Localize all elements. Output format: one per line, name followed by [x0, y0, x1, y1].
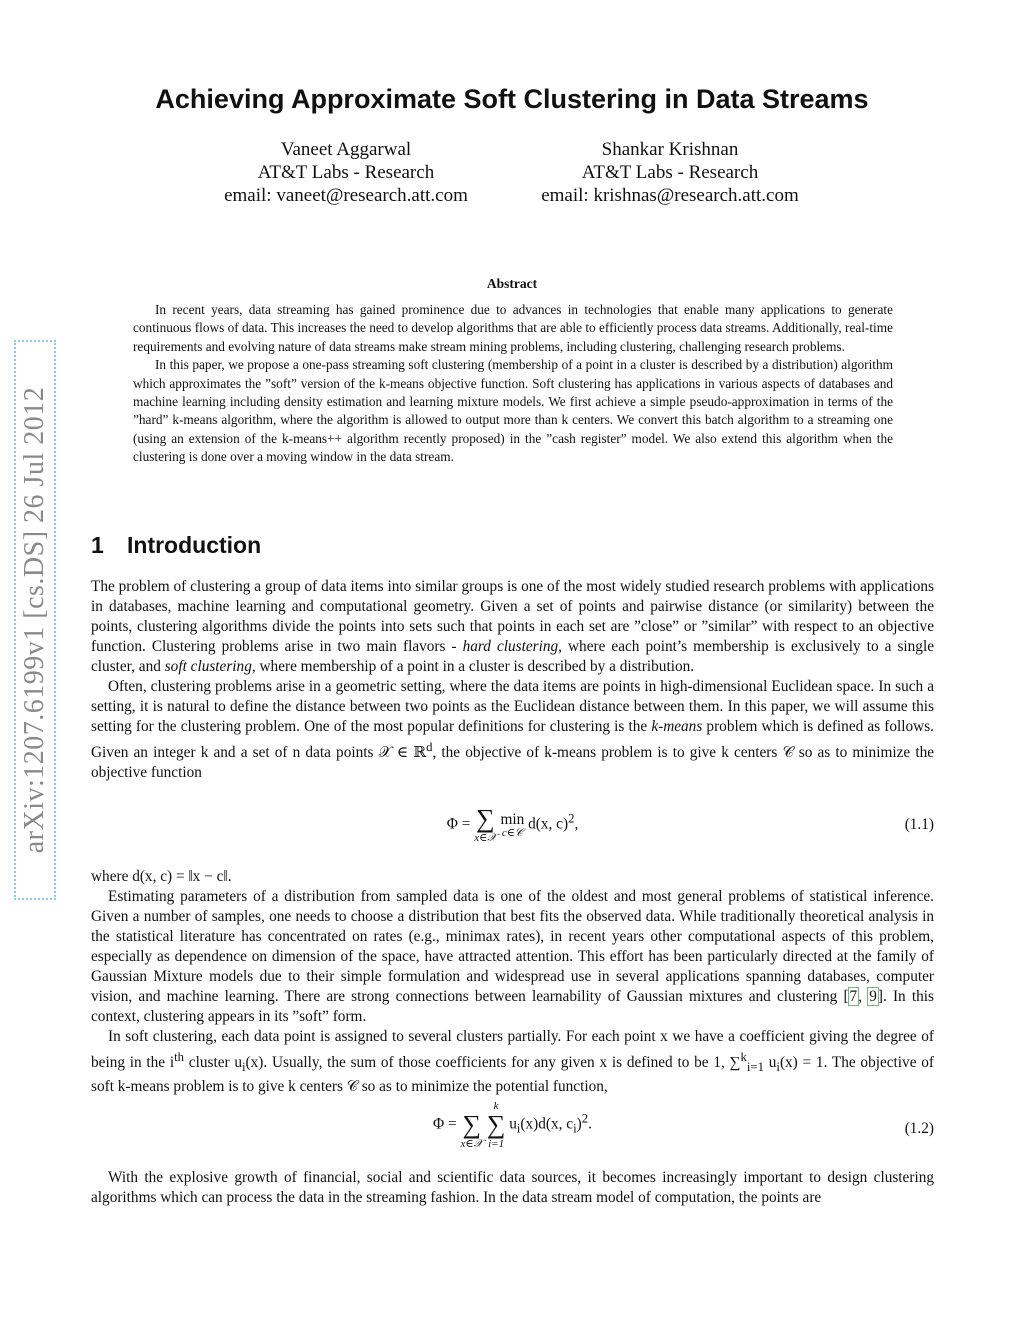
- sum-operator: [461, 1100, 484, 1150]
- eq-tail: ,: [574, 815, 579, 833]
- section-heading: [91, 532, 261, 559]
- text-run: , where each point’s membership is exclusively to a single cluster, and: [91, 638, 934, 675]
- subscript: i: [242, 1060, 246, 1075]
- paragraph: [91, 677, 934, 783]
- sum-lower-limit: x∈𝒳: [460, 1138, 484, 1150]
- equation-formula: [91, 806, 934, 844]
- eq-lhs: Φ =: [433, 1115, 457, 1133]
- citation-link[interactable]: 7: [849, 988, 858, 1005]
- eq-body: ): [576, 1115, 582, 1133]
- paragraph: [91, 887, 934, 1027]
- text-run: u: [763, 1054, 777, 1072]
- emphasis: k-means: [651, 718, 703, 735]
- author-affiliation: AT&T Labs - Research: [581, 162, 759, 183]
- eq-power: 2: [568, 811, 575, 826]
- sum-symbol: ∑: [476, 804, 495, 833]
- paragraph: With the explosive growth of financial, social and scientific data sources, it becomes increasingly important to design clustering algorithms which can process the data in the streaming fashion. In the data stream model of computation, the points are: [91, 1169, 934, 1206]
- sum-symbol: ∑: [462, 1110, 482, 1139]
- citation-link[interactable]: 9: [869, 988, 877, 1005]
- eq-body: u: [509, 1115, 517, 1133]
- text-run: The problem of clustering a group of data items into similar groups is one of the most widely studied research problems with applications in databases, machine learning and computational geometry. Given a set of points and pairwise distance (or similarity) between the points, clustering algorithms divide the points into sets such that points in each set are ”close” or ”similar” with respect to an objective function. Clustering problems arise in two main flavors -: [91, 578, 934, 655]
- author-block-2: [520, 138, 820, 207]
- text-run: Often, clustering problems arise in a geometric setting, where the data items are points in high-dimensional Euclidean space. In such a setting, it is natural to define the distance between two points as the Euclidean distance between them. In this paper, we will assume this setting for the clustering problem. One of the most popular definitions for clustering is the: [91, 678, 934, 735]
- text-run: Estimating parameters of a distribution from sampled data is one of the oldest and most general problems of statistical inference. Given a number of samples, one needs to choose a distribution that best fits the observed data. While traditionally theoretical analysis in the statistical literature has concentrated on rates (e.g., minimax rates), in recent years other computational aspects of this problem, especially as dependence on dimension of the space, have attracted attention. This effort has been particularly directed at the family of Gaussian Mixture models due to their simple formulation and widespread use in several applications spanning databases, computer vision, and machine learning. There are strong connections between learnability of Gaussian mixtures and clustering [: [91, 888, 934, 1005]
- equation-number: (1.1): [904, 816, 934, 833]
- author-block-1: [196, 138, 496, 207]
- arxiv-identifier: arXiv:1207.6199v1 [cs.DS] 26 Jul 2012: [19, 386, 50, 854]
- abstract-heading: Abstract: [486, 276, 538, 291]
- sum-lower-limit: x∈𝒳: [474, 832, 497, 844]
- text-run: problem which is defined as follows. Given an integer k and a set of n data points 𝒳 ∈ ℝ: [91, 718, 934, 762]
- subscript: i=1: [746, 1060, 764, 1075]
- paragraph: [91, 1027, 934, 1097]
- min-word: min: [500, 810, 525, 828]
- author-affiliation: AT&T Labs - Research: [257, 162, 435, 183]
- sum-lower-limit: i=1: [488, 1138, 505, 1150]
- author-name: Shankar Krishnan: [601, 139, 739, 160]
- intro-block-3: [91, 1168, 934, 1208]
- sum-upper-limit: k: [493, 1100, 499, 1112]
- equation-number: (1.2): [904, 1120, 934, 1137]
- text-run: ]. In this context, clustering appears in its ”soft” form.: [91, 988, 934, 1025]
- eq-lhs: Φ =: [446, 815, 471, 833]
- emphasis: hard clustering: [462, 638, 559, 655]
- text-run: ,: [858, 988, 869, 1005]
- min-subscript: c∈𝒞: [501, 826, 523, 839]
- sum-operator: [487, 1100, 506, 1150]
- eq-body: d(x, c): [528, 815, 569, 833]
- text-run: (x). Usually, the sum of those coefficients for any given x is defined to be 1, ∑: [245, 1054, 741, 1072]
- author-email[interactable]: email: krishnas@research.att.com: [541, 185, 799, 206]
- emphasis: soft clustering: [164, 658, 252, 675]
- text-run: cluster u: [184, 1054, 242, 1072]
- section-number: 1: [91, 532, 104, 558]
- equation-1-1: [91, 806, 934, 850]
- eq-tail: .: [588, 1115, 592, 1133]
- sum-symbol: ∑: [486, 1110, 506, 1139]
- equation-formula: [91, 1100, 934, 1150]
- subscript: i: [573, 1121, 577, 1136]
- author-name: Vaneet Aggarwal: [280, 139, 412, 160]
- section-title: Introduction: [127, 532, 262, 558]
- text-run: (x) = 1. The objective of soft k-means problem is to give k centers 𝒞 so as to minimize the potential function,: [91, 1054, 935, 1096]
- intro-block-1: [91, 577, 934, 783]
- eq-power: 2: [581, 1111, 589, 1126]
- text-run: In soft clustering, each data point is assigned to several clusters partially. For each point x we have a coefficient giving the degree of being in the i: [91, 1028, 934, 1072]
- paper-title: Achieving Approximate Soft Clustering in Data Streams: [155, 84, 869, 114]
- text-run: , the objective of k-means problem is to give k centers 𝒞 so as to minimize the objective function: [91, 744, 935, 782]
- subscript: i: [776, 1060, 780, 1075]
- equation-1-2: [91, 1100, 934, 1158]
- eq-body: (x)d(x, c: [520, 1115, 574, 1133]
- abstract: [133, 301, 893, 467]
- arxiv-identifier-stamp: [14, 340, 56, 900]
- superscript: th: [174, 1050, 185, 1064]
- superscript: d: [426, 740, 433, 754]
- sum-operator: [474, 806, 497, 844]
- paragraph: where d(x, c) = ‖x − c‖.: [91, 868, 232, 885]
- subscript: i: [516, 1121, 521, 1136]
- min-operator: [501, 812, 525, 839]
- paragraph: [91, 577, 934, 677]
- author-email[interactable]: email: vaneet@research.att.com: [224, 185, 468, 206]
- abstract-paragraph: In this paper, we propose a one-pass streaming soft clustering (membership of a point in a cluster is described by a distribution) algorithm which approximates the ”soft” version of the k-means objective function. Soft clustering has applications in various aspects of databases and machine learning including density estimation and learning mixture models. We first achieve a simple pseudo-approximation in terms of the ”hard” k-means algorithm, where the algorithm is allowed to output more than k centers. We convert this batch algorithm to a streaming one (using an extension of the k-means++ algorithm recently proposed) in the ”cash register” model. We also extend this algorithm when the clustering is done over a moving window in the data stream.: [133, 357, 893, 465]
- text-run: , where membership of a point in a cluster is described by a distribution.: [251, 658, 695, 675]
- intro-block-2: [91, 867, 934, 1097]
- superscript: k: [740, 1050, 747, 1064]
- abstract-paragraph: In recent years, data streaming has gained prominence due to advances in technologies that enable many applications to generate continuous flows of data. This increases the need to develop algorithms that are able to efficiently process data streams. Additionally, real-time requirements and evolving nature of data streams make stream mining problems, including clustering, challenging research problems.: [133, 302, 893, 354]
